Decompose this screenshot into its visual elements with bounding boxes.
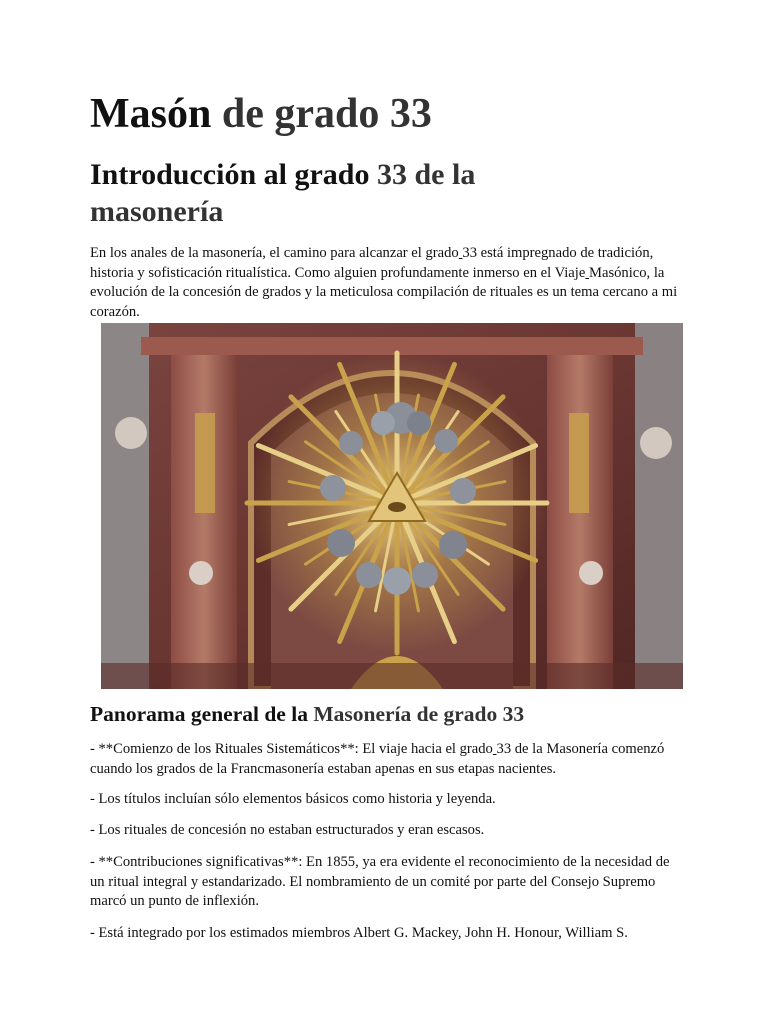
eye-of-providence-altar-image — [101, 323, 683, 689]
list-item: - Está integrado por los estimados miembros Albert G. Mackey, John H. Honour, William S. — [90, 925, 628, 941]
left-cherub-icon — [189, 561, 213, 585]
bullet-1-text-a: - **Comienzo de los Rituales Sistemáticos**: El viaje hacia el grado — [90, 741, 493, 757]
page-subtitle — [90, 156, 610, 230]
title-part-2: de grado 33 — [211, 91, 432, 137]
list-item: - Los títulos incluían sólo elementos básicos como historia y leyenda. — [90, 791, 496, 807]
list-item: - Los rituales de concesión no estaban estructurados y eran escasos. — [90, 822, 485, 838]
top-cornice — [141, 337, 643, 355]
left-statue-icon — [115, 417, 147, 449]
right-pillar-ornament — [569, 413, 589, 513]
subtitle-part-1: Introducción al grado — [90, 158, 377, 191]
bullet-1-text-b: 33 de la Masonería comenzó cuando los grados de la Francmasonería estaban apenas en sus etapas nacientes. — [90, 741, 665, 777]
list-item: - **Contribuciones significativas**: En 1855, ya era evidente el reconocimiento de la necesidad de un ritual integral y estandarizado. El nombramiento de un comité por parte del Consejo Supremo marcó un punto de inflexión. — [90, 854, 670, 909]
eye-icon — [388, 502, 406, 512]
left-pillar — [171, 343, 237, 689]
right-cherub-icon — [579, 561, 603, 585]
base-ledge — [101, 663, 683, 689]
section-heading — [90, 700, 524, 728]
right-wall — [635, 323, 683, 689]
intro-paragraph — [90, 244, 680, 322]
section-heading-a: Panorama general de la — [90, 702, 314, 726]
altar-illustration — [101, 323, 683, 689]
right-pillar — [547, 343, 613, 689]
list-item — [90, 740, 680, 779]
intro-text-c: Masónico, la evolución de la concesión de grados y la meticulosa compilación de rituales es un tema cercano a mi corazón. — [90, 264, 678, 320]
right-statue-icon — [640, 427, 672, 459]
intro-text-a: En los anales de la masonería, el camino para alcanzar el grado — [90, 245, 459, 261]
left-wall — [101, 323, 149, 689]
intro-text-b: 33 está impregnado de tradición, historia y sofisticación ritualística. Como alguien profundamente inmerso en el Viaje — [90, 245, 654, 281]
section-heading-b: Masonería de grado 33 — [313, 702, 525, 726]
page-title — [90, 88, 432, 140]
left-pillar-ornament — [195, 413, 215, 513]
subtitle-part-2: 33 de la masonería — [90, 158, 476, 228]
title-part-1: Masón — [90, 91, 212, 137]
